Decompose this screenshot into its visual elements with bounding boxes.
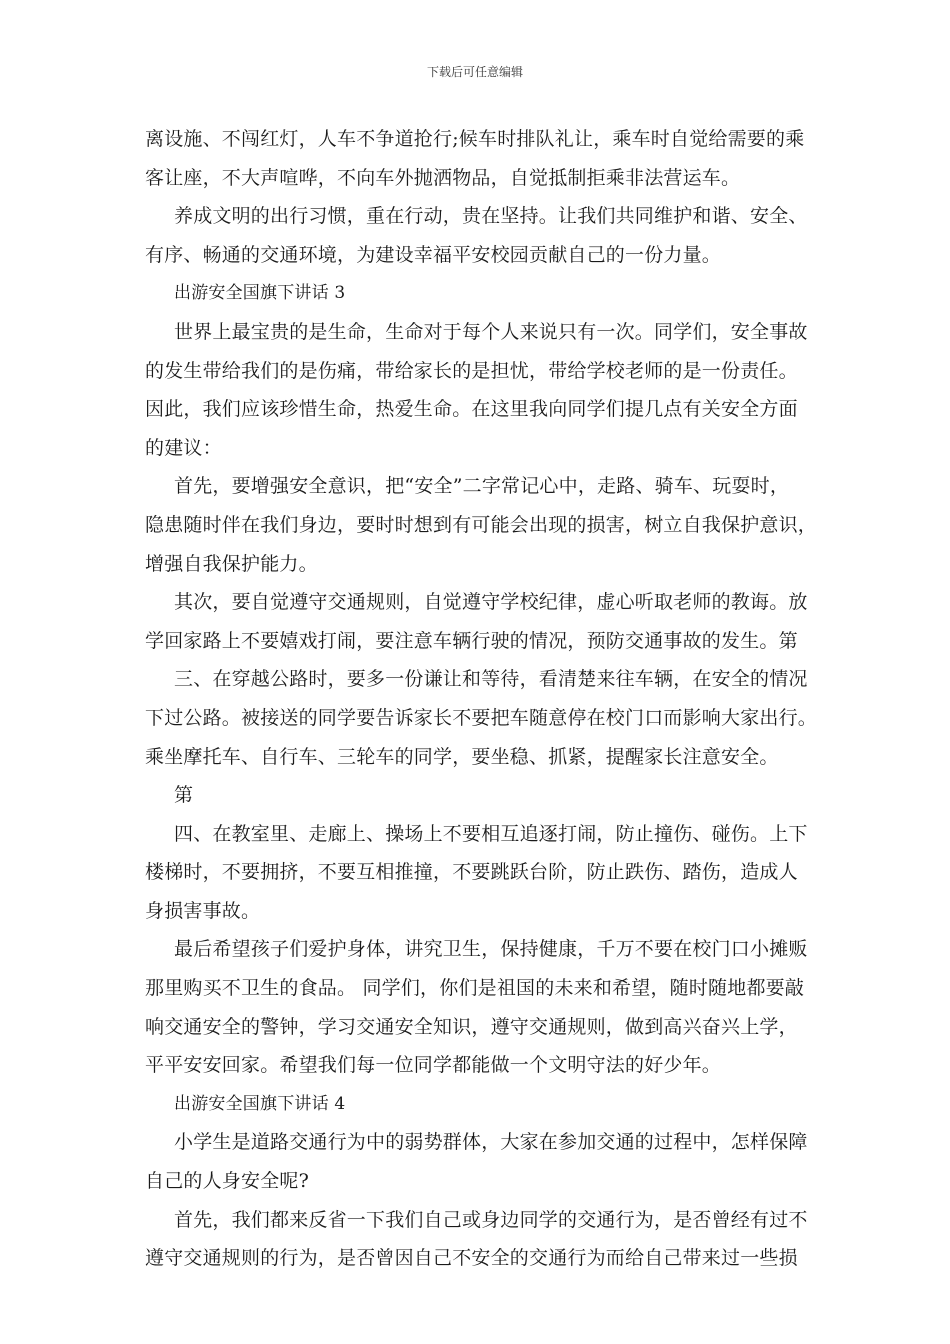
text-line: 响交通安全的警钟，学习交通安全知识，遵守交通规则，做到高兴奋兴上学， <box>145 1015 798 1038</box>
text-line: 三、在穿越公路时，要多一份谦让和等待，看清楚来往车辆，在安全的情况 <box>174 668 808 691</box>
text-line: 因此，我们应该珍惜生命，热爱生命。在这里我向同学们提几点有关安全方面 <box>145 398 798 421</box>
text-line: 养成文明的出行习惯，重在行动，贵在坚持。让我们共同维护和谐、安全、 <box>174 205 808 228</box>
text-line: 隐患随时伴在我们身边，要时时想到有可能会出现的损害，树立自我保护意识， <box>145 513 818 536</box>
text-line: 学回家路上不要嬉戏打闹，要注意车辆行驶的情况，预防交通事故的发生。第 <box>145 629 798 652</box>
text-line: 的建议： <box>145 436 222 459</box>
text-line: 首先，我们都来反省一下我们自己或身边同学的交通行为，是否曾经有过不 <box>174 1208 808 1231</box>
text-line: 那里购买不卫生的食品。 同学们，你们是祖国的未来和希望，随时随地都要敲 <box>145 977 805 1000</box>
text-line: 增强自我保护能力。 <box>145 552 318 575</box>
text-line: 首先，要增强安全意识，把“安全”二字常记心中，走路、骑车、玩耍时， <box>174 475 790 498</box>
text-line: 其次，要自觉遵守交通规则，自觉遵守学校纪律，虚心听取老师的教诲。放 <box>174 591 808 614</box>
text-line: 有序、畅通的交通环境，为建设幸福平安校园贡献自己的一份力量。 <box>145 243 722 266</box>
text-line: 离设施、不闯红灯，人车不争道抢行;候车时排队礼让，乘车时自觉给需要的乘 <box>145 128 805 150</box>
text-line: 最后希望孩子们爱护身体，讲究卫生，保持健康，千万不要在校门口小摊贩 <box>174 938 808 961</box>
page-header: 下载后可任意编辑 <box>426 65 523 79</box>
section-heading: 出游安全国旗下讲话 4 <box>174 1093 346 1114</box>
text-line: 四、在教室里、走廊上、操场上不要相互追逐打闹，防止撞伤、碰伤。上下 <box>174 822 808 845</box>
text-line: 乘坐摩托车、自行车、三轮车的同学，要坐稳、抓紧，提醒家长注意安全。 <box>145 745 779 768</box>
text-line: 楼梯时，不要拥挤，不要互相推撞，不要跳跃台阶，防止跌伤、踏伤，造成人 <box>145 861 798 884</box>
text-line: 身损害事故。 <box>145 899 261 922</box>
text-line: 下过公路。被接送的同学要告诉家长不要把车随意停在校门口而影响大家出行。 <box>145 706 818 729</box>
text-line: 遵守交通规则的行为，是否曾因自己不安全的交通行为而给自己带来过一些损 <box>145 1247 798 1270</box>
document-body <box>145 120 818 1278</box>
text-line: 小学生是道路交通行为中的弱势群体，大家在参加交通的过程中，怎样保障 <box>174 1131 808 1154</box>
section-heading: 出游安全国旗下讲话 3 <box>174 283 346 304</box>
text-line: 第 <box>174 784 194 807</box>
text-line: 自己的人身安全呢? <box>145 1170 309 1193</box>
text-line: 平平安安回家。希望我们每一位同学都能做一个文明守法的好少年。 <box>145 1054 722 1077</box>
text-line: 的发生带给我们的是伤痛，带给家长的是担忧，带给学校老师的是一份责任。 <box>145 359 798 382</box>
text-line: 客让座，不大声喧哗，不向车外抛洒物品，自觉抵制拒乘非法营运车。 <box>145 166 741 189</box>
text-line: 世界上最宝贵的是生命，生命对于每个人来说只有一次。同学们，安全事故 <box>174 320 808 343</box>
